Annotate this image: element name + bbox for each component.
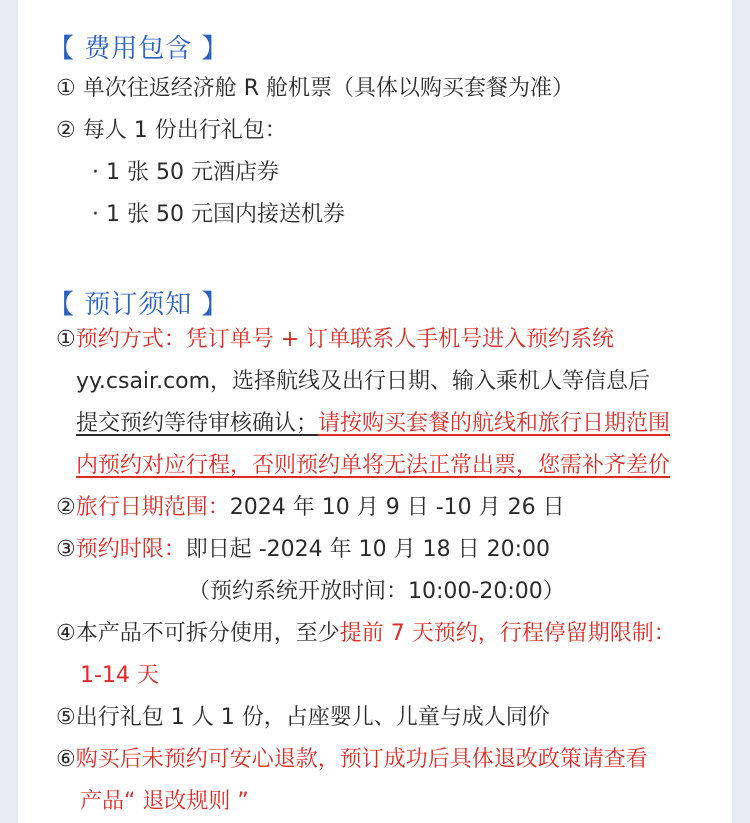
booking-method-text: 预约方式：凭订单号 + 订单联系人手机号进入预约系统: [75, 327, 615, 352]
item-number: ①: [56, 327, 76, 352]
item-number: ④: [56, 621, 76, 646]
refund-rules-link: 产品“ 退改规则 ”: [80, 789, 249, 814]
booking-open-hours: （预约系统开放时间：10:00-20:00）: [188, 579, 565, 604]
booking-warning-text: 请按购买套餐的航线和旅行日期范围: [318, 411, 671, 436]
gift-item-transfer-voucher: · 1 张 50 元国内接送机券: [92, 202, 345, 227]
notice-item-booking-deadline: [56, 535, 550, 565]
notice-item-usage-rules: [56, 619, 676, 649]
travel-range-value: 2024 年 10 月 9 日 -10 月 26 日: [229, 495, 565, 520]
notice-item-gift-pricing: [56, 703, 550, 733]
notice-item-booking-method: [56, 325, 614, 355]
item-number: ⑤: [56, 705, 76, 730]
stay-limit-text: 1-14 天: [80, 663, 159, 688]
item-number: ③: [56, 537, 76, 562]
booking-confirm-text: 提交预约等待审核确认；: [76, 411, 319, 436]
booking-site-line: yy.csair.com，选择航线及出行日期、输入乘机人等信息后: [76, 369, 651, 394]
notice-item-refund-policy: [56, 745, 648, 775]
gift-pricing-text: 出行礼包 1 人 1 份，占座婴儿、儿童与成人同价: [75, 705, 550, 730]
travel-range-label: 旅行日期范围：: [75, 495, 230, 520]
gift-item-hotel-voucher: · 1 张 50 元酒店券: [92, 160, 279, 185]
booking-warning-line: 内预约对应行程，否则预约单将无法正常出票，您需补齐差价: [76, 453, 671, 478]
booking-deadline-label: 预约时限：: [75, 537, 186, 562]
notice-item-travel-range: [56, 493, 565, 523]
refund-policy-text: 购买后未预约可安心退款，预订成功后具体退改政策请查看: [75, 747, 648, 772]
booking-confirm-line: [76, 409, 670, 439]
item-number: ⑥: [56, 747, 76, 772]
item-number: ②: [56, 495, 76, 520]
fee-section-title: 【 费用包含 】: [48, 34, 229, 64]
advance-booking-text: 提前 7 天预约，行程停留期限制：: [339, 621, 676, 646]
fee-item-flight: ① 单次往返经济舱 R 舱机票（具体以购买套餐为准）: [56, 76, 574, 101]
content-card: [18, 0, 732, 823]
booking-deadline-value: 即日起 -2024 年 10 月 18 日 20:00: [185, 537, 551, 562]
notice-section-title: 【 预订须知 】: [48, 290, 229, 320]
usage-rules-text: 本产品不可拆分使用，至少: [75, 621, 340, 646]
fee-item-gift-pack: ② 每人 1 份出行礼包：: [56, 118, 287, 143]
